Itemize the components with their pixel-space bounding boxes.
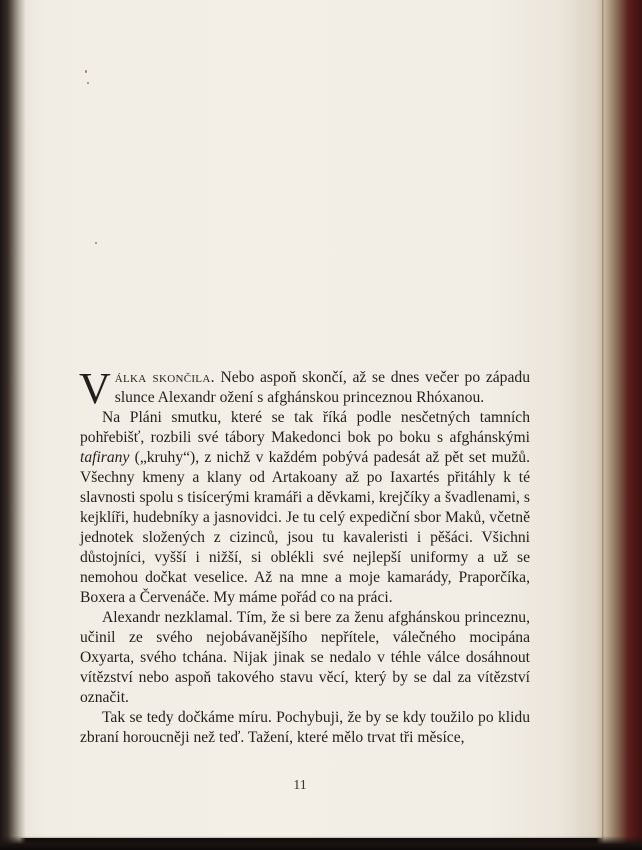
chapter-text: [79, 364, 530, 748]
paragraph-text: („kruhy“), z nichž v každém pobývá padesát až pět set mužů. Všechny kmeny a klany od Artakoany až po Iaxartés přitáhly k té slavnosti spolu s tisícerými kramáři a děvkami, krejčíky a švadlenami, s kejklíři, hudebníky a jasnovidci. Je tu celý expediční sbor Maků, včetně jednotek složených z cizinců, jsou tu kavaleristi i pěšáci. Všichni důstojníci, vyšší i nižší, si oblékli své nejlepší uniformy a už se nemohou dočkat veselice. Až na mne a moje kamarády, Praporčíka, Boxera a Červenáče. My máme pořád co na práci.: [80, 449, 530, 606]
paper-speck: [95, 242, 97, 244]
paragraph: Alexandr nezklamal. Tím, že si bere za ženu afghánskou princeznu, učinil ze svého nejobávanějšího nepřítele, válečného mocipána Oxyarta, svého tchána. Nijak jinak se nedalo v téhle válce dosáhnout vítězství nebo aspoň takového stavu věcí, který by se dal za vítězství označit.: [80, 609, 530, 706]
paragraph-text: Nebo aspoň skončí, až se dnes večer po západu slunce Alexandr ožení s afghánskou princeznou Rhóxanou.: [114, 369, 530, 406]
paragraph-text: Na Pláni smutku, které se tak říká podle nesčetných tamních pohřebišť, rozbili své tábory Makedonci bok po boku s afghánskými: [80, 409, 530, 446]
paragraph: [80, 408, 530, 608]
paper-speck: [87, 82, 89, 84]
page-number: 11: [293, 778, 307, 793]
bottom-shadow: [0, 836, 642, 850]
italic-term: tafirany: [80, 449, 130, 466]
paper-speck: [85, 70, 87, 73]
book-cover-edge: [596, 0, 642, 850]
paragraph: Tak se tedy dočkáme míru. Pochybuji, že by se kdy toužilo po klidu zbraní horoucněji než teď. Tažení, které mělo trvat tři měsíce,: [80, 709, 530, 746]
opening-smallcaps: álka skončila.: [114, 369, 215, 386]
binding-shadow: [0, 0, 26, 850]
drop-cap: V: [79, 364, 111, 413]
paragraph-opening: [79, 364, 530, 413]
